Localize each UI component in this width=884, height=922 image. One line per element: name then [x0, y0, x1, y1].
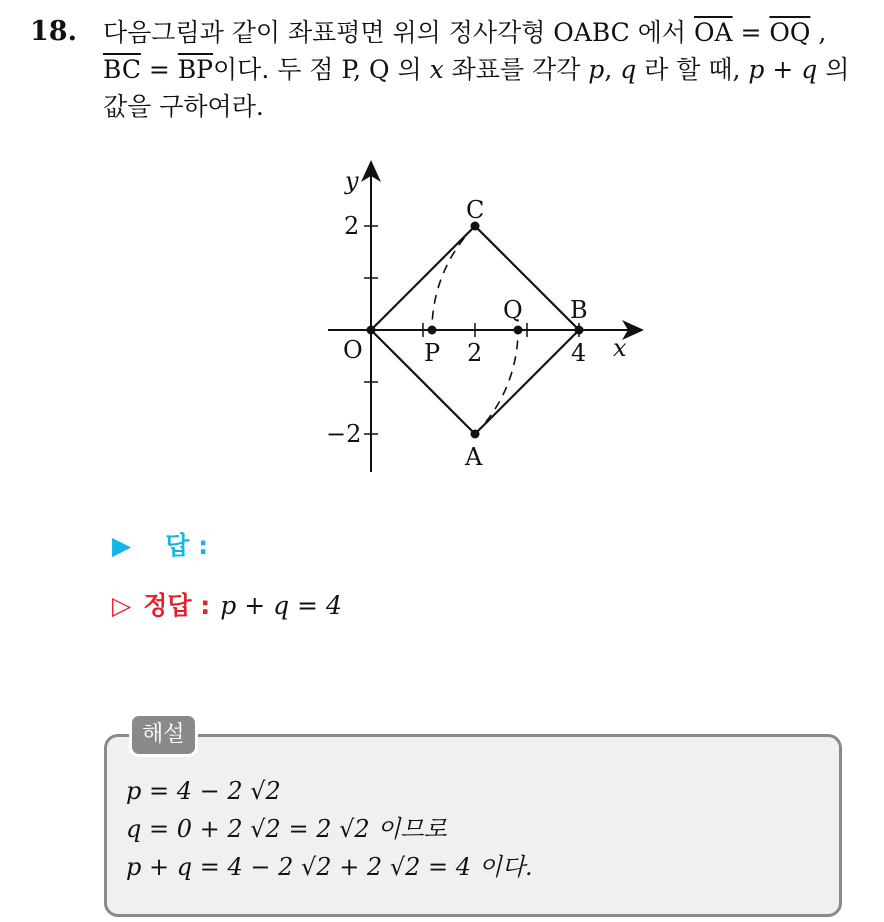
- outline-triangle-icon: ▷: [112, 591, 132, 620]
- question-line1-text: 다음그림과 같이 좌표평면 위의 정사각형 OABC 에서: [103, 18, 694, 47]
- segment-oa: $\overline{OA}$: [694, 18, 733, 47]
- point-label-b: B: [570, 296, 588, 324]
- correct-answer-row: [112, 586, 342, 622]
- explanation-line: p + q = 4 − 2 √2 + 2 √2 = 4 이다.: [126, 853, 533, 881]
- x-axis-label: x: [613, 334, 627, 362]
- comma: ,: [604, 55, 621, 84]
- question-line2-text: 의: [817, 55, 850, 84]
- question-line2-text: 좌표를 각각: [443, 55, 589, 84]
- explanation-tab: 해설: [129, 713, 198, 757]
- question-line2-text: 이다. 두 점 P, Q 의: [213, 55, 430, 84]
- answer-row: [112, 526, 208, 562]
- explanation-content: [126, 772, 533, 886]
- segment-bp: $\overline{BP}$: [177, 55, 214, 84]
- y-axis-label: y: [345, 167, 359, 195]
- equals-sign: =: [140, 55, 178, 84]
- segment-bc: $\overline{BC}$: [103, 55, 141, 84]
- explanation-line: q = 0 + 2 √2 = 2 √2 이므로: [126, 815, 447, 843]
- equals-sign: =: [732, 18, 770, 47]
- variable-q: q: [620, 55, 637, 84]
- segment-oq: $\overline{OQ}$: [769, 18, 811, 47]
- filled-triangle-icon: ▶: [112, 531, 132, 560]
- point-label-c: C: [466, 196, 485, 224]
- answer-label: 답 :: [165, 531, 209, 560]
- question-line2-text: 라 할 때,: [636, 55, 749, 84]
- expression-p-plus-q: p + q: [748, 55, 818, 84]
- point-label-q: Q: [503, 296, 523, 324]
- question-number: 18.: [30, 16, 77, 47]
- correct-answer-label: 정답 :: [143, 591, 211, 620]
- tick-label-ym2: −2: [326, 420, 362, 448]
- point-label-p: P: [424, 339, 441, 367]
- point-label-a: A: [465, 443, 483, 471]
- correct-answer-value: p + q = 4: [220, 591, 342, 620]
- point-label-o: O: [343, 336, 363, 364]
- comma: ,: [810, 18, 827, 47]
- explanation-line: p = 4 − 2 √2: [126, 777, 281, 805]
- variable-p: p: [588, 55, 605, 84]
- variable-x: x: [429, 55, 444, 84]
- tick-label-x4: 4: [571, 339, 587, 367]
- tick-label-y2: 2: [344, 212, 360, 240]
- arc-b-radius: [432, 226, 475, 330]
- tick-label-x2: 2: [467, 339, 483, 367]
- question-line-3: 값을 구하여라.: [103, 92, 264, 121]
